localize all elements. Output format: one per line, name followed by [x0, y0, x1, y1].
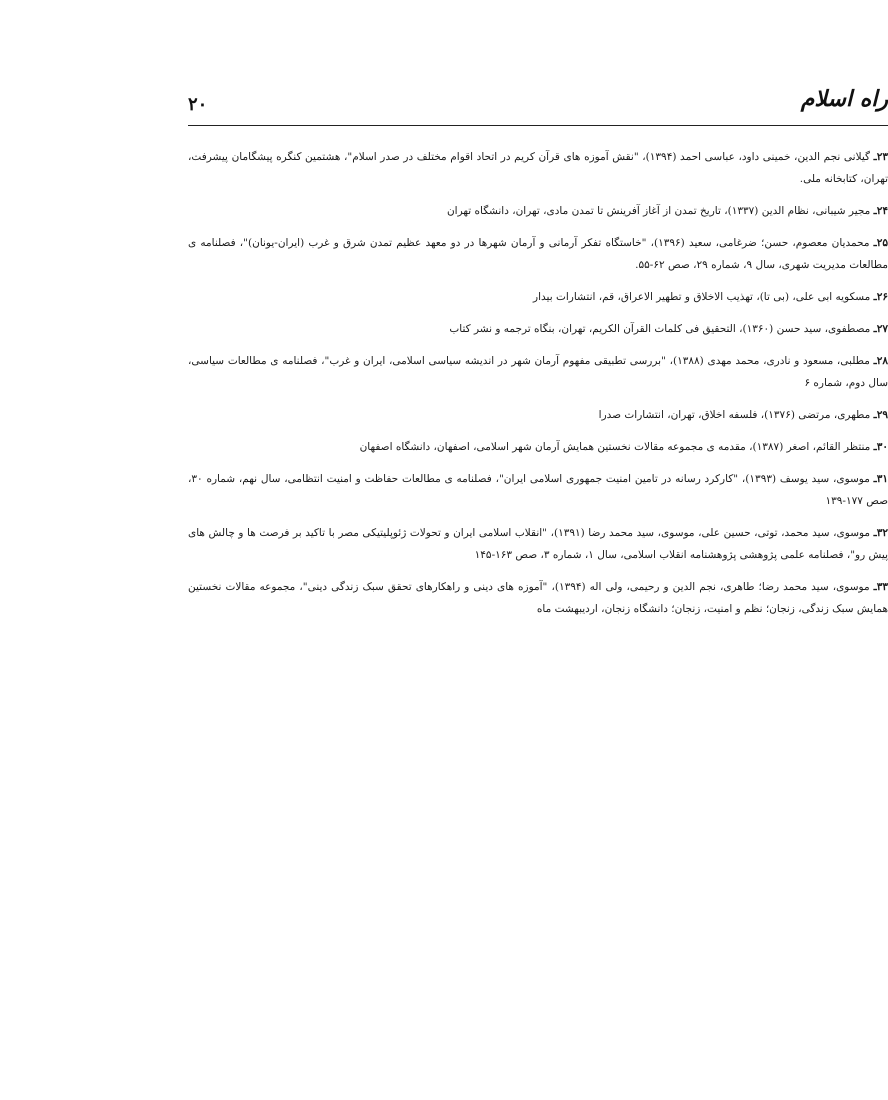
- reference-item: [188, 286, 888, 308]
- page-number: ۲۰: [188, 94, 208, 115]
- reference-number: ۲۸ـ: [873, 355, 888, 367]
- reference-text: موسوی، سید محمد، توتی، حسین علی، موسوی، سید محمد رضا (۱۳۹۱)، "انقلاب اسلامی ایران و تحولات ژئوپلیتیکی مصر با تاکید بر فرصت ها و چالش های پیش رو"، فصلنامه علمی پژوهشی پژوهشنامه انقلاب اسلامی، سال ۱، شماره ۳، صص ۱۶۳-۱۴۵: [188, 527, 888, 561]
- reference-number: ۲۴ـ: [873, 205, 888, 217]
- reference-item: [188, 522, 888, 566]
- reference-number: ۲۹ـ: [873, 409, 888, 421]
- reference-item: [188, 468, 888, 512]
- reference-text: منتظر القائم، اصغر (۱۳۸۷)، مقدمه ی مجموعه مقالات نخستین همایش آرمان شهر اسلامی، اصفهان، دانشگاه اصفهان: [359, 441, 871, 453]
- reference-number: ۳۰ـ: [873, 441, 888, 453]
- reference-text: مسکویه ابی علی، (بی تا)، تهذیب الاخلاق و تطهیر الاعراق، قم، انتشارات بیدار: [533, 291, 871, 303]
- reference-text: مطهری، مرتضی (۱۳۷۶)، فلسفه اخلاق، تهران، انتشارات صدرا: [598, 409, 871, 421]
- reference-number: ۲۶ـ: [873, 291, 888, 303]
- reference-text: موسوی، سید محمد رضا؛ طاهری، نجم الدین و رحیمی، ولی اله (۱۳۹۴)، "آموزه های دینی و راهکارهای تحقق سبک زندگی دینی"، مجموعه مقالات نخستین همایش سبک زندگی، زنجان؛ نظم و امنیت، زنجان؛ دانشگاه زنجان، اردیبهشت ماه: [188, 581, 888, 615]
- reference-number: ۲۳ـ: [873, 151, 888, 163]
- journal-logo: راه اسلام: [800, 86, 888, 112]
- reference-text: مطلبی، مسعود و نادری، محمد مهدی (۱۳۸۸)، "بررسی تطبیقی مفهوم آرمان شهر در اندیشه سیاسی اسلامی، ایران و غرب"، فصلنامه ی مطالعات سیاسی، سال دوم، شماره ۶: [188, 355, 888, 389]
- reference-text: محمدیان معصوم، حسن؛ ضرغامی، سعید (۱۳۹۶)، "خاستگاه تفکر آرمانی و آرمان شهرها در دو معهد عظیم تمدن شرق و غرب (ایران-یونان)"، فصلنامه ی مطالعات مدیریت شهری، سال ۹، شماره ۲۹، صص ۶۲-۵۵.: [188, 237, 888, 271]
- reference-item: [188, 318, 888, 340]
- reference-item: [188, 436, 888, 458]
- reference-number: ۳۲ـ: [873, 527, 888, 539]
- header-divider: [188, 125, 888, 126]
- page-header: [188, 86, 888, 126]
- reference-item: [188, 200, 888, 222]
- reference-text: موسوی، سید یوسف (۱۳۹۳)، "کارکرد رسانه در تامین امنیت جمهوری اسلامی ایران"، فصلنامه ی مطالعات حفاظت و امنیت انتظامی، سال نهم، شماره ۳۰، صص ۱۷۷-۱۳۹: [188, 473, 888, 507]
- reference-number: ۳۳ـ: [873, 581, 888, 593]
- reference-text: مجیر شیبانی، نظام الدین (۱۳۳۷)، تاریخ تمدن از آغاز آفرینش تا تمدن مادی، تهران، دانشگاه تهران: [446, 205, 871, 217]
- reference-item: [188, 146, 888, 190]
- reference-item: [188, 350, 888, 394]
- reference-number: ۳۱ـ: [873, 473, 888, 485]
- reference-number: ۲۵ـ: [873, 237, 888, 249]
- reference-item: [188, 404, 888, 426]
- reference-list: [188, 146, 888, 630]
- reference-item: [188, 576, 888, 620]
- reference-text: مصطفوی، سید حسن (۱۳۶۰)، التحقیق فی کلمات القرآن الکریم، تهران، بنگاه ترجمه و نشر کتاب: [449, 323, 871, 335]
- reference-item: [188, 232, 888, 276]
- reference-number: ۲۷ـ: [873, 323, 888, 335]
- reference-text: گیلانی نجم الدین، خمینی داود، عباسی احمد (۱۳۹۴)، "نقش آموزه های قرآن کریم در اتحاد اقوام مختلف در صدر اسلام"، هشتمین کنگره پیشگامان پیشرفت، تهران، کتابخانه ملی.: [188, 151, 888, 185]
